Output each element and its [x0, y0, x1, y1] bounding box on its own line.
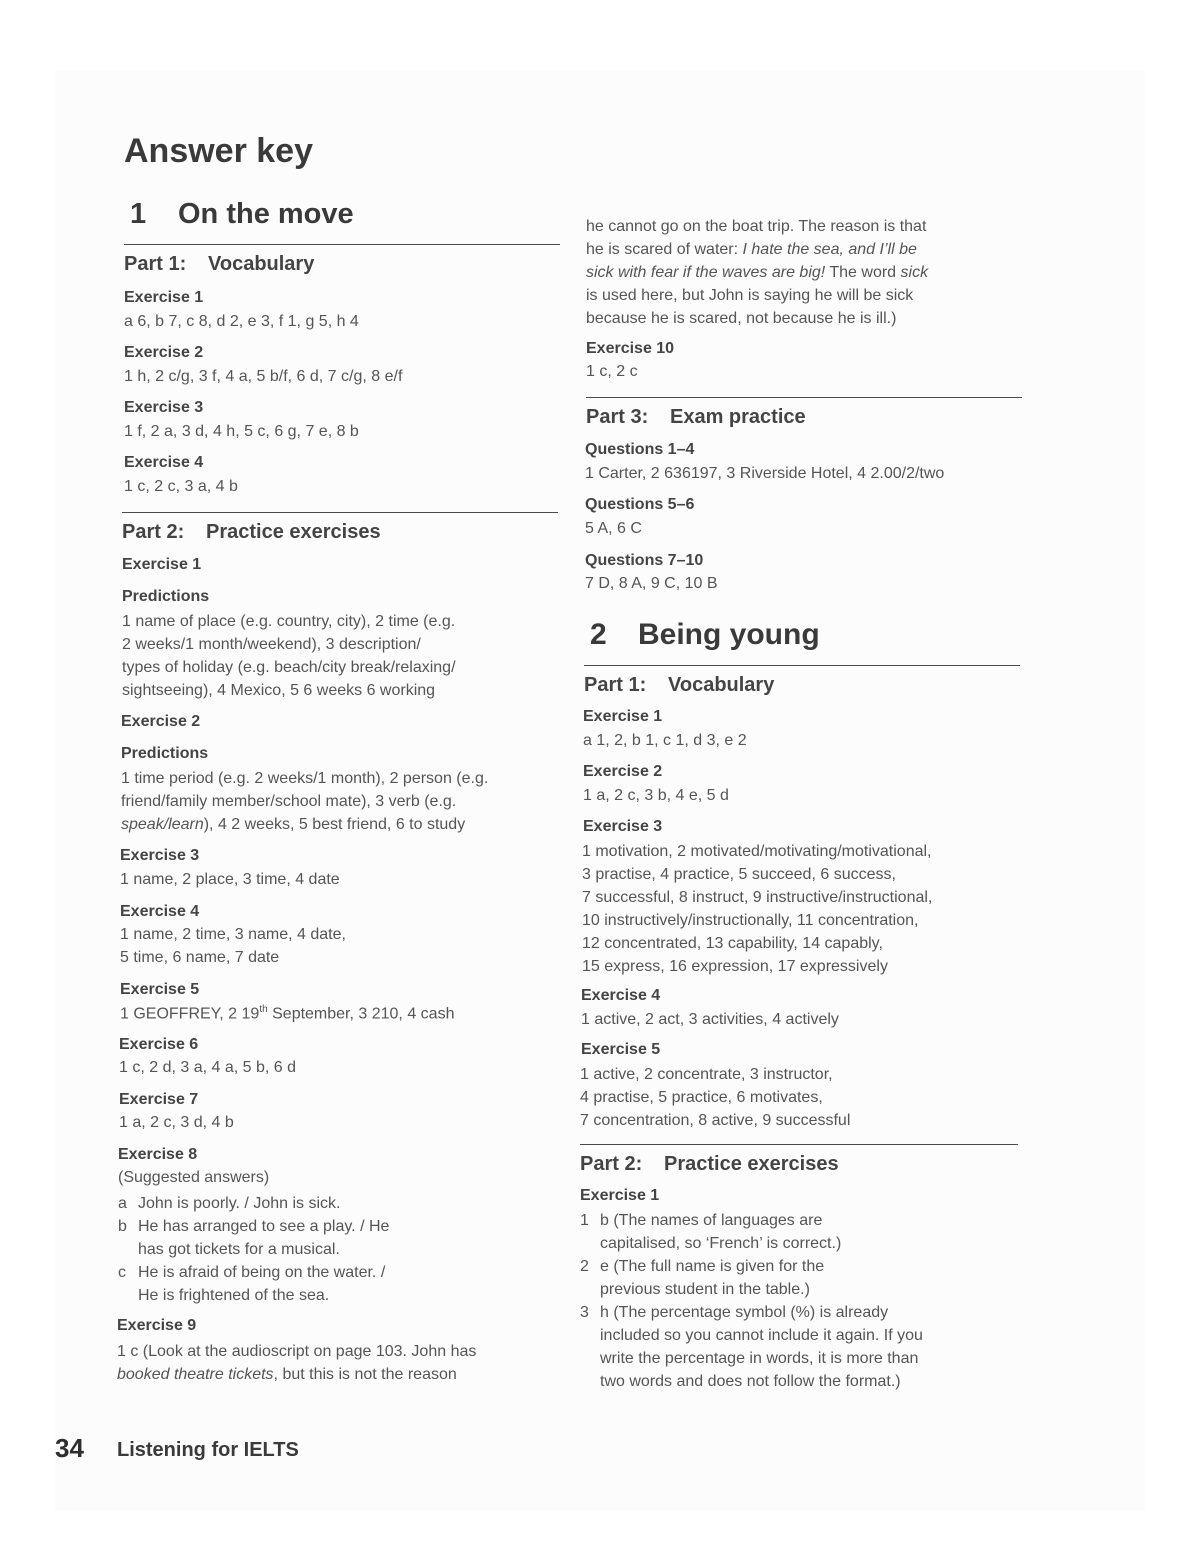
- list-text: He is afraid of being on the water. /: [138, 1264, 386, 1281]
- text-line: 15 express, 16 expression, 17 expressively: [582, 958, 888, 975]
- text-line: 7 concentration, 8 active, 9 successful: [580, 1112, 851, 1129]
- exercise-label: Exercise 4: [120, 903, 200, 920]
- exercise-label: Exercise 10: [586, 340, 675, 357]
- italic-text: booked theatre tickets: [117, 1366, 274, 1383]
- exercise-answers: 1 name, 2 time, 3 name, 4 date,: [120, 926, 346, 943]
- list-text: has got tickets for a musical.: [138, 1241, 340, 1258]
- exercise-answers: [582, 840, 1022, 978]
- unit-2-number: 2: [590, 618, 607, 651]
- italic-text: sick: [900, 264, 929, 281]
- text-line: he cannot go on the boat trip. The reason is that: [586, 218, 927, 235]
- unit-1-part-2-heading: [122, 521, 381, 544]
- exercise-9-text: [117, 1340, 557, 1386]
- text-line: 1 name of place (e.g. country, city), 2 time (e.g.: [122, 613, 456, 630]
- exercise-answers: 5 time, 6 name, 7 date: [120, 949, 280, 966]
- text-line: 10 instructively/instructionally, 11 concentration,: [582, 912, 919, 929]
- unit-1-part-1-heading: [124, 253, 314, 276]
- exercise-label: Exercise 2: [583, 763, 663, 780]
- exercise-answers: 1 c, 2 c, 3 a, 4 b: [124, 478, 238, 495]
- part-title: Practice exercises: [664, 1153, 839, 1175]
- list-key: c: [118, 1264, 126, 1281]
- text-line: 1 c (Look at the audioscript on page 103. John has: [117, 1343, 477, 1360]
- divider: [580, 1144, 1018, 1145]
- exercise-label: Exercise 3: [124, 399, 204, 416]
- predictions-label: Predictions: [121, 745, 209, 762]
- text-line: friend/family member/school mate), 3 verb (e.g.: [121, 793, 457, 810]
- exercise-answers: a 1, 2, b 1, c 1, d 3, e 2: [583, 732, 747, 749]
- predictions-label: Predictions: [122, 588, 210, 605]
- italic-text: sick with fear if the waves are big!: [586, 264, 826, 281]
- unit-2-heading: [590, 618, 820, 652]
- suggested-answers-note: (Suggested answers): [118, 1169, 270, 1186]
- text-line: is used here, but John is saying he will be sick: [586, 287, 914, 304]
- text-line: 3 practise, 4 practice, 5 succeed, 6 success,: [582, 866, 896, 883]
- list-text: included so you cannot include it again. If you: [600, 1327, 923, 1344]
- list-item: [580, 1255, 824, 1301]
- text-line: [121, 813, 561, 836]
- exercise-9-continued: [586, 215, 1026, 330]
- list-item: [118, 1261, 385, 1307]
- list-text: He has arranged to see a play. / He: [138, 1218, 390, 1235]
- exercise-label: Exercise 1: [583, 708, 663, 725]
- unit-1-title: On the move: [178, 198, 354, 230]
- exercise-label: Exercise 1: [122, 556, 202, 573]
- text-run: he is scared of water:: [586, 241, 743, 258]
- questions-label: Questions 5–6: [585, 496, 695, 513]
- italic-text: speak/learn: [121, 816, 204, 833]
- part-label: Part 1:: [124, 253, 187, 275]
- exercise-label: Exercise 9: [117, 1317, 197, 1334]
- exercise-label: Exercise 6: [119, 1036, 199, 1053]
- list-item: [118, 1215, 389, 1261]
- text-line: [586, 261, 1026, 284]
- list-text: John is poorly. / John is sick.: [138, 1195, 341, 1212]
- exercise-answers: a 6, b 7, c 8, d 2, e 3, f 1, g 5, h 4: [124, 313, 359, 330]
- unit-2-part-1-heading: [584, 674, 774, 697]
- exercise-label: Exercise 8: [118, 1146, 198, 1163]
- exercise-answers: 1 c, 2 d, 3 a, 4 a, 5 b, 6 d: [119, 1059, 297, 1076]
- exercise-label: Exercise 2: [124, 344, 204, 361]
- exercise-label: Exercise 2: [121, 713, 201, 730]
- exercise-label: Exercise 4: [581, 987, 661, 1004]
- text-line: 1 time period (e.g. 2 weeks/1 month), 2 person (e.g.: [121, 770, 489, 787]
- exercise-answers: 1 a, 2 c, 3 b, 4 e, 5 d: [583, 787, 729, 804]
- text-run: ), 4 2 weeks, 5 best friend, 6 to study: [203, 816, 466, 833]
- list-text: e (The full name is given for the: [600, 1258, 825, 1275]
- text-line: because he is scared, not because he is ill.): [586, 310, 897, 327]
- unit-1-number: 1: [130, 198, 147, 230]
- unit-2-part-2-heading: [580, 1153, 839, 1176]
- list-text: h (The percentage symbol (%) is already: [600, 1304, 889, 1321]
- part-title: Exam practice: [670, 406, 806, 428]
- unit-1-part-3-heading: [586, 406, 806, 429]
- text-line: 1 motivation, 2 motivated/motivating/motivational,: [582, 843, 932, 860]
- exercise-label: Exercise 5: [581, 1041, 661, 1058]
- questions-label: Questions 7–10: [585, 552, 704, 569]
- text-line: 7 successful, 8 instruct, 9 instructive/instructional,: [582, 889, 933, 906]
- page-title: Answer key: [124, 132, 313, 170]
- exercise-answers: [580, 1063, 1020, 1132]
- exercise-answers: [120, 1004, 454, 1023]
- part-label: Part 2:: [580, 1153, 643, 1175]
- book-title: Listening for IELTS: [117, 1439, 299, 1461]
- superscript: th: [259, 1004, 268, 1015]
- questions-label: Questions 1–4: [585, 441, 695, 458]
- text-line: 2 weeks/1 month/weekend), 3 description/: [122, 636, 421, 653]
- exercise-answers: 1 active, 2 act, 3 activities, 4 actively: [581, 1011, 839, 1028]
- questions-answers: 7 D, 8 A, 9 C, 10 B: [585, 575, 718, 592]
- text-line: sightseeing), 4 Mexico, 5 6 weeks 6 working: [122, 682, 436, 699]
- text-line: 1 active, 2 concentrate, 3 instructor,: [580, 1066, 833, 1083]
- list-item: [580, 1301, 923, 1393]
- list-item: [580, 1209, 841, 1255]
- text-line: [117, 1363, 557, 1386]
- list-text: previous student in the table.): [600, 1281, 810, 1298]
- text-line: 12 concentrated, 13 capability, 14 capably,: [582, 935, 883, 952]
- list-text: b (The names of languages are: [600, 1212, 823, 1229]
- list-text: capitalised, so ‘French’ is correct.): [600, 1235, 842, 1252]
- exercise-answers: 1 h, 2 c/g, 3 f, 4 a, 5 b/f, 6 d, 7 c/g, 8 e/f: [124, 368, 403, 385]
- exercise-label: Exercise 1: [124, 289, 204, 306]
- exercise-label: Exercise 1: [580, 1187, 660, 1204]
- predictions-text: [122, 610, 562, 702]
- exercise-answers: 1 name, 2 place, 3 time, 4 date: [120, 871, 340, 888]
- part-title: Vocabulary: [668, 674, 775, 696]
- page-number: 34: [55, 1433, 84, 1463]
- questions-answers: 1 Carter, 2 636197, 3 Riverside Hotel, 4 2.00/2/two: [585, 465, 945, 482]
- text-line: 4 practise, 5 practice, 6 motivates,: [580, 1089, 823, 1106]
- exercise-answers: 1 a, 2 c, 3 d, 4 b: [119, 1114, 234, 1131]
- unit-2-title: Being young: [638, 618, 820, 651]
- text-run: , but this is not the reason: [273, 1366, 457, 1383]
- divider: [122, 512, 558, 513]
- italic-text: I hate the sea, and I’ll be: [742, 241, 917, 258]
- divider: [124, 244, 560, 245]
- text-run: The word: [825, 264, 901, 281]
- exercise-label: Exercise 4: [124, 454, 204, 471]
- list-key: 1: [580, 1212, 589, 1229]
- divider: [584, 665, 1020, 666]
- exercise-label: Exercise 3: [583, 818, 663, 835]
- text-line: types of holiday (e.g. beach/city break/relaxing/: [122, 659, 456, 676]
- list-text: write the percentage in words, it is more than: [600, 1350, 919, 1367]
- exercise-answers: 1 c, 2 c: [586, 363, 638, 380]
- part-title: Vocabulary: [208, 253, 315, 275]
- list-key: a: [118, 1195, 127, 1212]
- text-line: [586, 238, 1026, 261]
- questions-answers: 5 A, 6 C: [585, 520, 642, 537]
- exercise-label: Exercise 7: [119, 1091, 199, 1108]
- list-text: two words and does not follow the format.): [600, 1373, 901, 1390]
- exercise-label: Exercise 5: [120, 981, 200, 998]
- list-key: 3: [580, 1304, 589, 1321]
- unit-1-heading: [130, 198, 354, 231]
- exercise-label: Exercise 3: [120, 847, 200, 864]
- part-label: Part 1:: [584, 674, 647, 696]
- part-title: Practice exercises: [206, 521, 381, 543]
- list-key: 2: [580, 1258, 589, 1275]
- predictions-text: [121, 767, 561, 836]
- divider: [586, 397, 1022, 398]
- list-key: b: [118, 1218, 127, 1235]
- part-label: Part 2:: [122, 521, 185, 543]
- text-run: 1 GEOFFREY, 2 19: [120, 1005, 260, 1023]
- list-item: [118, 1192, 340, 1215]
- part-label: Part 3:: [586, 406, 649, 428]
- text-run: September, 3 210, 4 cash: [267, 1005, 455, 1023]
- exercise-answers: 1 f, 2 a, 3 d, 4 h, 5 c, 6 g, 7 e, 8 b: [124, 423, 359, 440]
- list-text: He is frightened of the sea.: [138, 1287, 330, 1304]
